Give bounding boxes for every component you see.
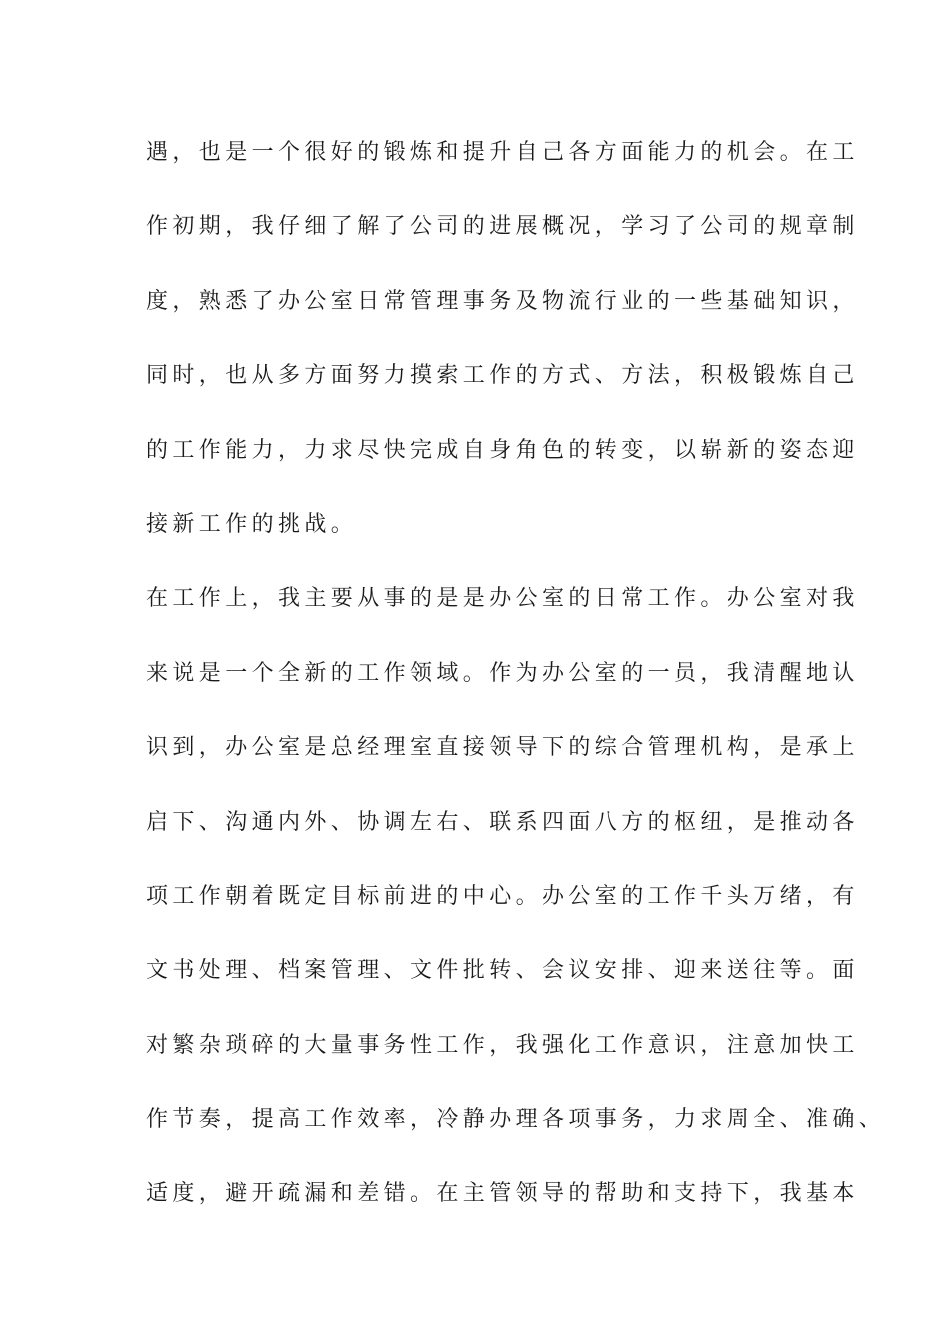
text-line: 适度，避开疏漏和差错。在主管领导的帮助和支持下，我基本: [146, 1181, 859, 1207]
text-line: 识到，办公室是总经理室直接领导下的综合管理机构，是承上: [146, 735, 859, 761]
text-line: 项工作朝着既定目标前进的中心。办公室的工作千头万绪，有: [146, 883, 859, 909]
text-line: 作节奏，提高工作效率，冷静办理各项事务，力求周全、准确、: [146, 1107, 886, 1133]
body-text: [146, 128, 886, 1244]
text-line: 度，熟悉了办公室日常管理事务及物流行业的一些基础知识，: [146, 288, 859, 314]
text-line: 在工作上，我主要从事的是是办公室的日常工作。办公室对我: [146, 586, 859, 612]
text-line: 接新工作的挑战。: [146, 511, 358, 537]
text-line: 来说是一个全新的工作领域。作为办公室的一员，我清醒地认: [146, 660, 859, 686]
text-line: 对繁杂琐碎的大量事务性工作，我强化工作意识，注意加快工: [146, 1032, 859, 1058]
text-line: 文书处理、档案管理、文件批转、会议安排、迎来送往等。面: [146, 958, 859, 984]
text-line: 启下、沟通内外、协调左右、联系四面八方的枢纽，是推动各: [146, 809, 859, 835]
text-line: 同时，也从多方面努力摸索工作的方式、方法，积极锻炼自己: [146, 363, 859, 389]
text-line: 的工作能力，力求尽快完成自身角色的转变，以崭新的姿态迎: [146, 437, 859, 463]
text-line: 遇，也是一个很好的锻炼和提升自己各方面能力的机会。在工: [146, 140, 859, 165]
text-line: 作初期，我仔细了解了公司的进展概况，学习了公司的规章制: [146, 214, 859, 240]
